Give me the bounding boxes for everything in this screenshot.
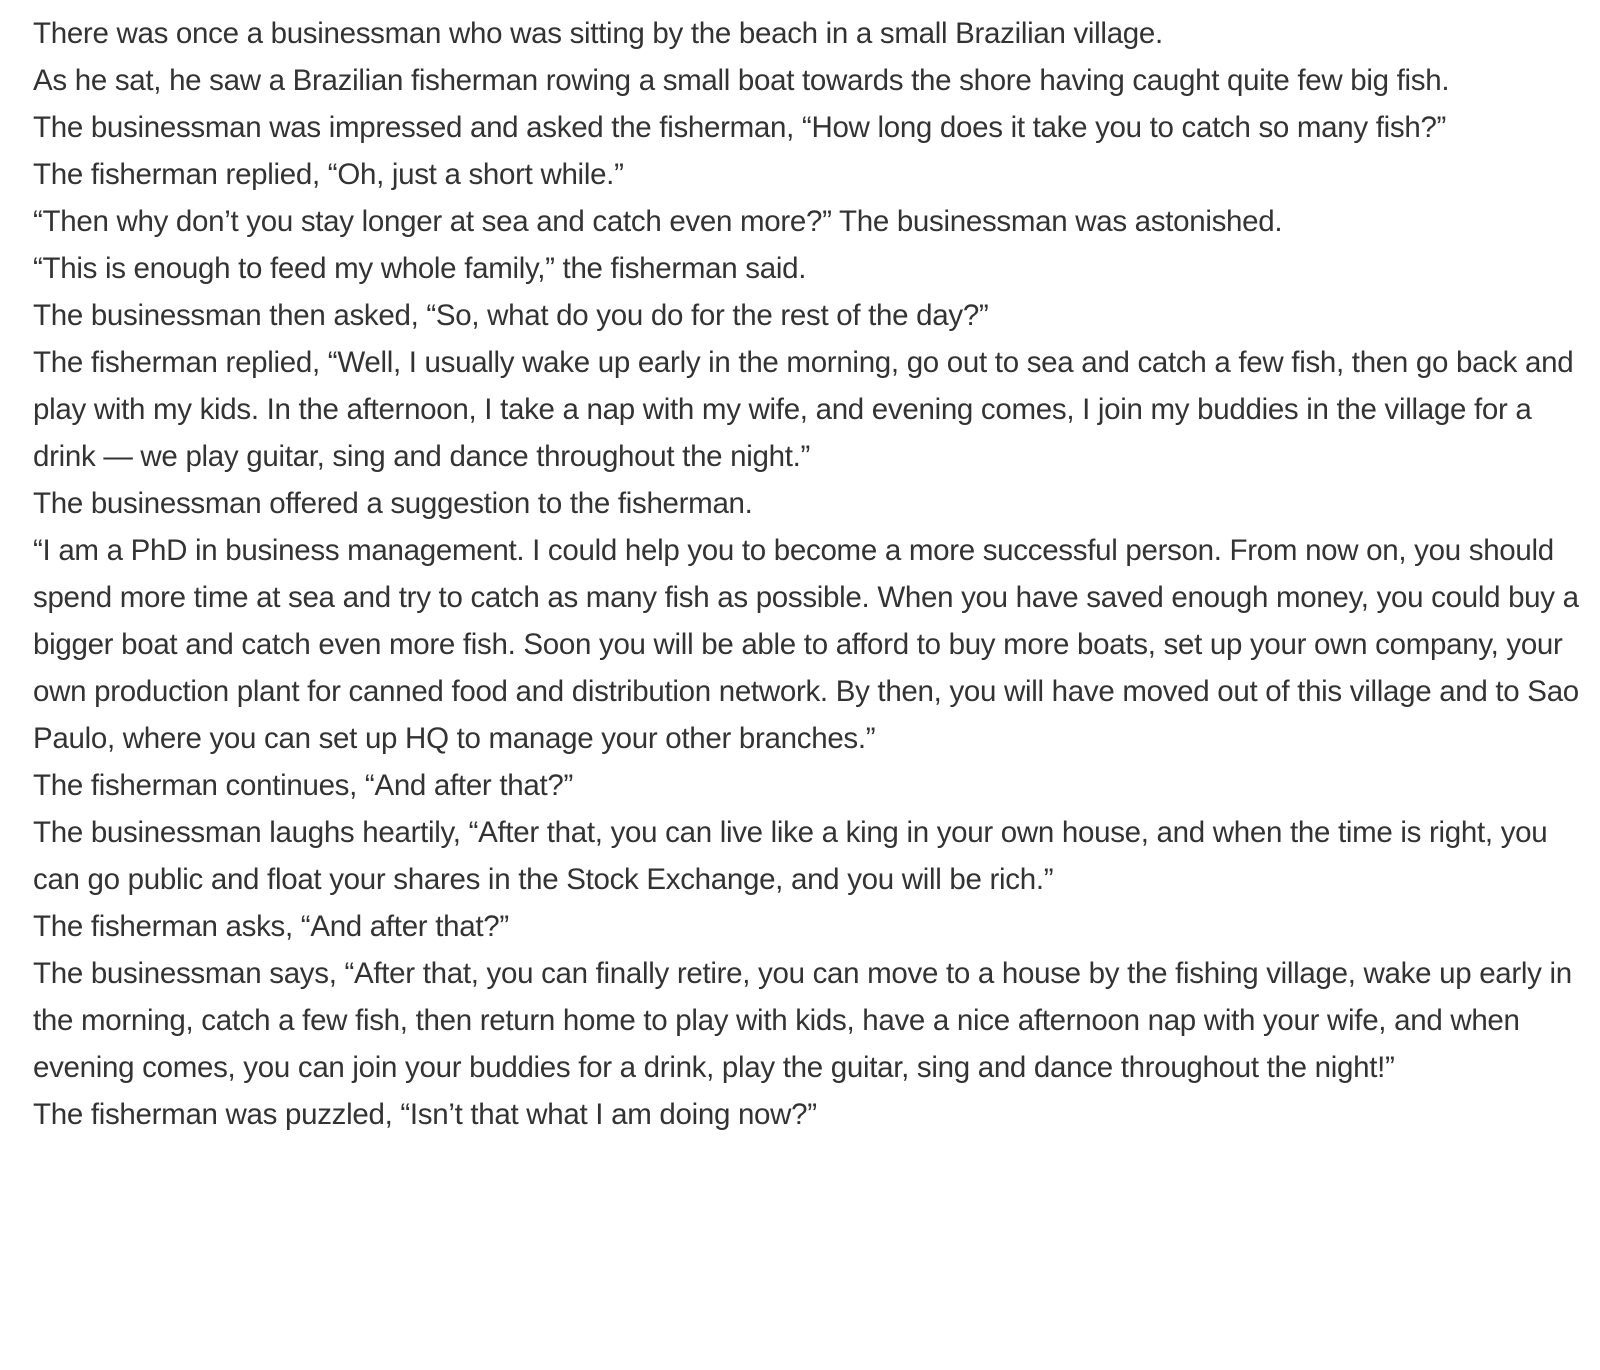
paragraph-8: The fisherman replied, “Well, I usually wake up early in the morning, go out to sea and catch a few fish, then go back and play with my kids. In the afternoon, I take a nap with my wife, and evening comes, I join my buddies in the village for a drink — we play guitar, sing and dance throughout the night.” [33,346,1574,473]
paragraph-4: The fisherman replied, “Oh, just a short while.” [33,158,624,191]
paragraph-6: “This is enough to feed my whole family,” the fisherman said. [33,252,807,285]
paragraph-2: As he sat, he saw a Brazilian fisherman rowing a small boat towards the shore having caught quite few big fish. [33,64,1450,97]
paragraph-15: The fisherman was puzzled, “Isn’t that what I am doing now?” [33,1098,817,1131]
paragraph-7: The businessman then asked, “So, what do you do for the rest of the day?” [33,299,989,332]
paragraph-13: The fisherman asks, “And after that?” [33,910,509,943]
paragraph-9: The businessman offered a suggestion to the fisherman. [33,487,753,520]
paragraph-14: The businessman says, “After that, you can finally retire, you can move to a house by the fishing village, wake up early in the morning, catch a few fish, then return home to play with kids, have a nice afternoon nap with your wife, and when evening comes, you can join your buddies for a drink, play the guitar, sing and dance throughout the night!” [33,957,1572,1084]
paragraph-11: The fisherman continues, “And after that?” [33,769,573,802]
paragraph-5: “Then why don’t you stay longer at sea and catch even more?” The businessman was astonished. [33,205,1283,238]
paragraph-3: The businessman was impressed and asked the fisherman, “How long does it take you to catch so many fish?” [33,111,1447,144]
paragraph-10: “I am a PhD in business management. I could help you to become a more successful person. From now on, you should spend more time at sea and try to catch as many fish as possible. When you have saved enough money, you could buy a bigger boat and catch even more fish. Soon you will be able to afford to buy more boats, set up your own company, your own production plant for canned food and distribution network. By then, you will have moved out of this village and to Sao Paulo, where you can set up HQ to manage your other branches.” [33,534,1579,755]
paragraph-1: There was once a businessman who was sitting by the beach in a small Brazilian village. [33,17,1163,50]
paragraph-12: The businessman laughs heartily, “After that, you can live like a king in your own house, and when the time is right, you can go public and float your shares in the Stock Exchange, and you will be rich.” [33,816,1548,896]
